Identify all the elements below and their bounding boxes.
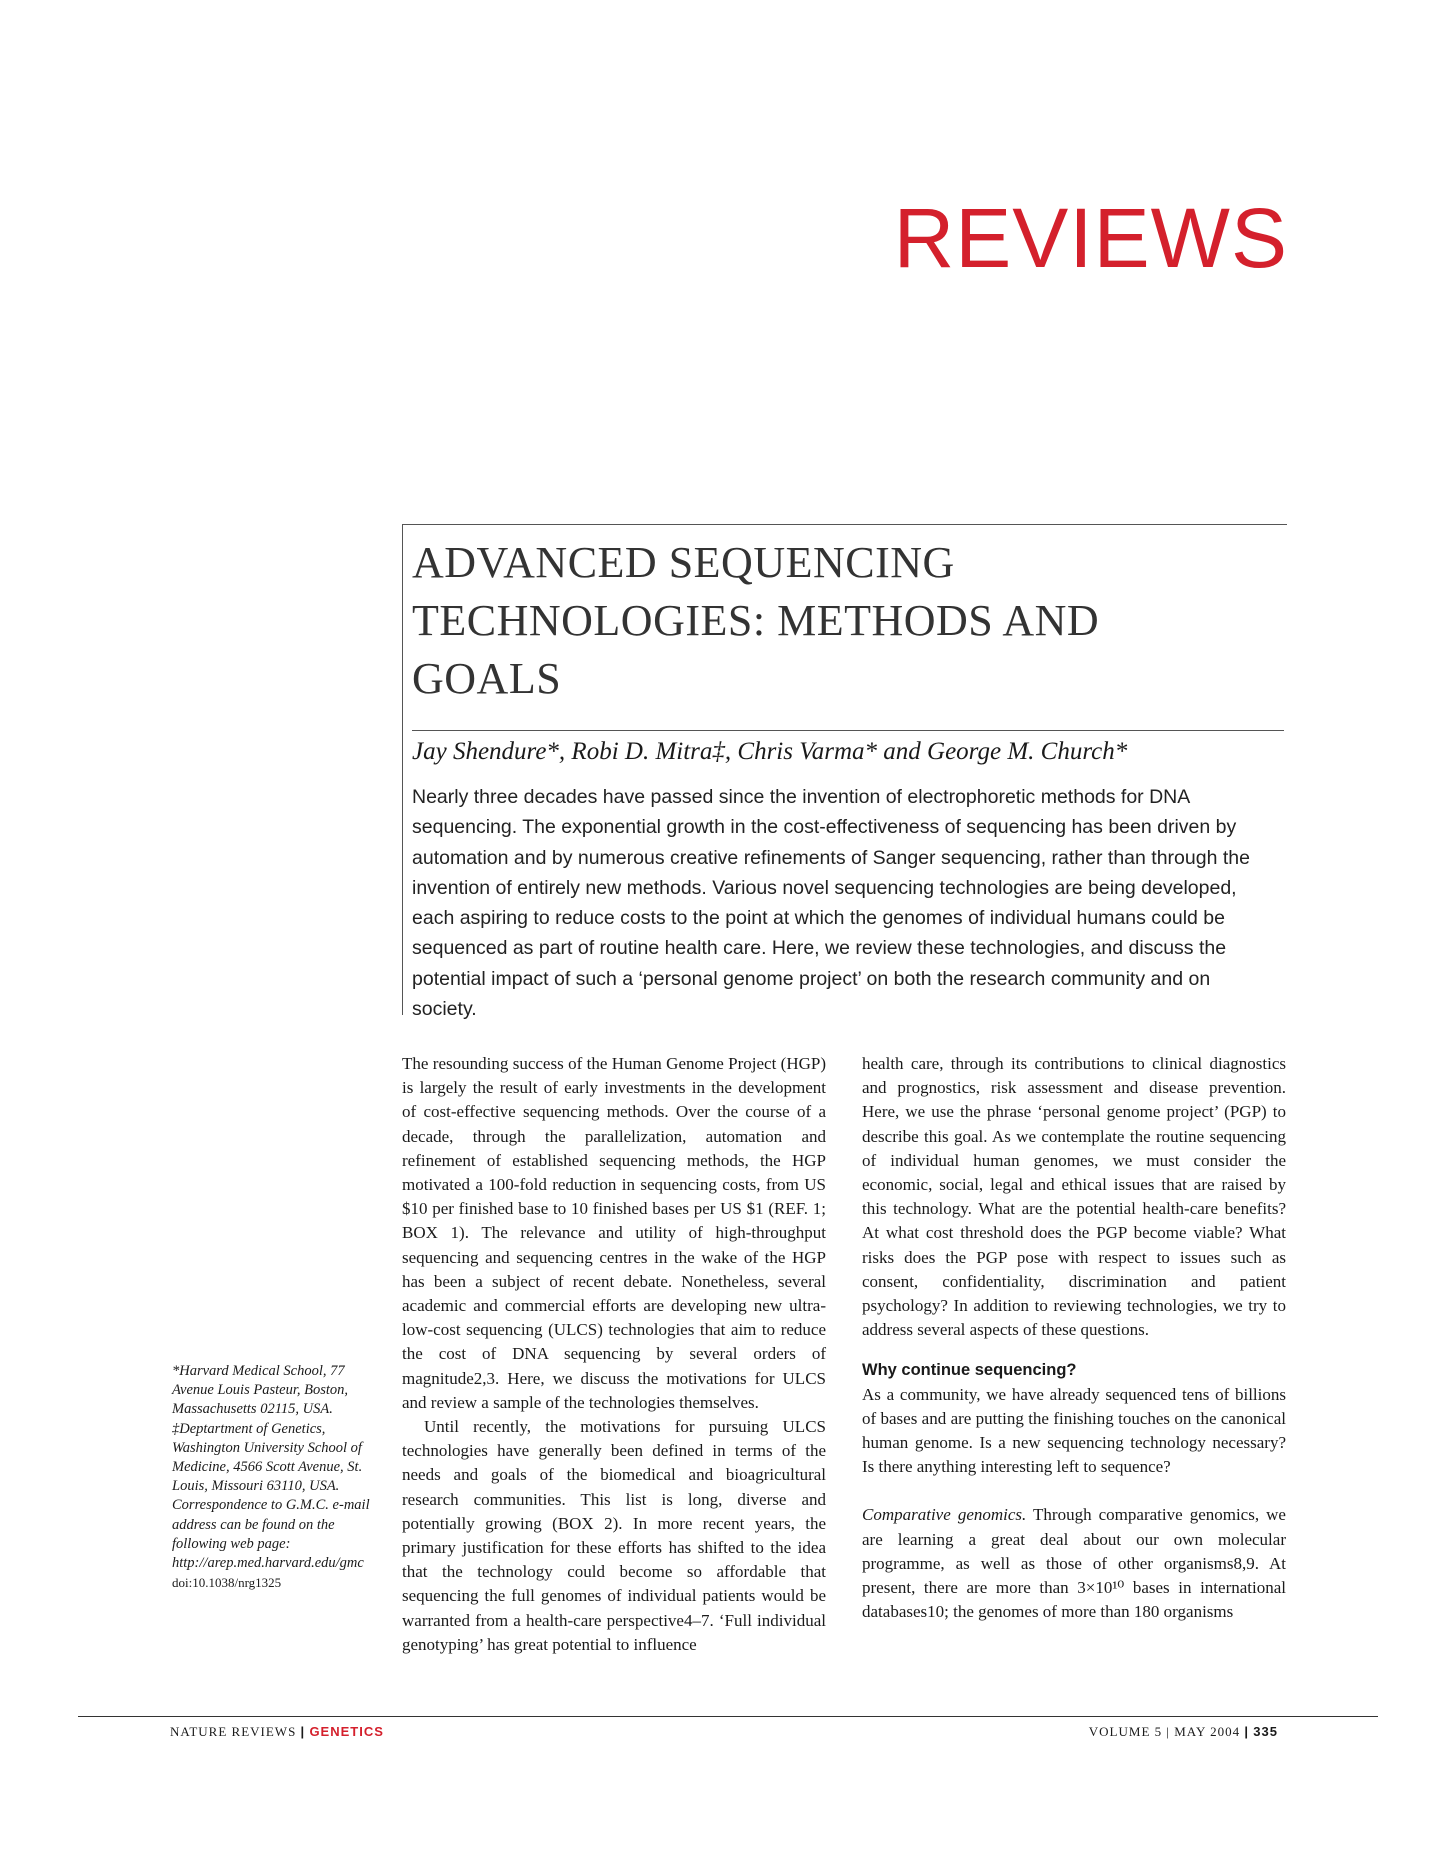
paragraph: The resounding success of the Human Genome Project (HGP) is largely the result of early investments in the development of cost-effective sequencing methods. Over the course of a decade, through the parallelization, automation and refinement of established sequencing methods, the HGP motivated a 100-fold reduction in sequencing costs, from US $10 per finished base to 10 finished bases per US $1 (REF. 1; BOX 1). The relevance and utility of high-throughput sequencing and sequencing centres in the wake of the HGP has been a subject of recent debate. Nonetheless, several academic and commercial efforts are developing new ultra-low-cost sequencing (ULCS) technologies that aim to reduce the cost of DNA sequencing by several orders of magnitude2,3. Here, we discuss the motivations for ULCS and review a sample of the technologies themselves. [402, 1054, 826, 1412]
issue-footer [1089, 1724, 1278, 1740]
doi: doi:10.1038/nrg1325 [172, 1575, 282, 1591]
paragraph: health care, through its contributions to clinical diagnostics and prognostics, risk assessment and disease prevention. Here, we use the phrase ‘personal genome project’ (PGP) to describe this goal. As we contemplate the routine sequencing of individual human genomes, we must consider the economic, social, legal and ethical issues that are raised by this technology. What are the potential health-care benefits? At what cost threshold does the PGP become viable? What risks does the PGP pose with respect to issues such as consent, confidentiality, discrimination and patient psychology? In addition to reviewing technologies, we try to address several aspects of these questions. [862, 1054, 1286, 1340]
abstract: Nearly three decades have passed since the invention of electrophoretic methods for DNA sequencing. The exponential growth in the cost-effectiveness of sequencing has been driven by automation and by numerous creative refinements of Sanger sequencing, rather than through the invention of entirely new methods. Various novel sequencing technologies are being developed, each aspiring to reduce costs to the point at which the genomes of individual humans could be sequenced as part of routine health care. Here, we review these technologies, and discuss the potential impact of such a ‘personal genome project’ on both the research community and on society. [412, 786, 1250, 1021]
journal-footer [170, 1724, 384, 1740]
body-column-2 [862, 1052, 1286, 1624]
paragraph-text: Through comparative genomics, we are learning a great deal about our own molecular programme, as well as those of other organisms8,9. At present, there are more than 3×10¹⁰ bases in international databases10; the genomes of more than 180 organisms [862, 1505, 1286, 1622]
journal-brand: GENETICS [309, 1724, 384, 1739]
paragraph: Until recently, the motivations for pursuing ULCS technologies have generally been defined in terms of the needs and goals of the biomedical and bioagricultural research communities. This list is long, diverse and potentially growing (BOX 2). In more recent years, the primary justification for these efforts has shifted to the idea that the technology could become so affordable that sequencing the full genomes of individual patients would be warranted from a health-care perspective4–7. ‘Full individual genotyping’ has great potential to influence [402, 1417, 826, 1654]
section-heading: Why continue sequencing? [862, 1361, 1077, 1380]
footer-separator: | [1244, 1724, 1250, 1739]
affiliations [172, 1362, 372, 1592]
footer-separator: | [300, 1724, 306, 1739]
issue-info: VOLUME 5 | MAY 2004 [1088, 1724, 1241, 1739]
paragraph: As a community, we have already sequenced tens of billions of bases and are putting the finishing touches on the canonical human genome. Is a new sequencing technology necessary? Is there anything interesting left to sequence? [862, 1384, 1286, 1477]
title-divider [412, 730, 1284, 731]
body-column-1 [402, 1052, 826, 1657]
page-number: 335 [1253, 1724, 1278, 1739]
affiliation-harvard: *Harvard Medical School, 77 Avenue Louis Pasteur, Boston, Massachusetts 02115, USA. [172, 1363, 349, 1418]
journal-name: NATURE REVIEWS [170, 1724, 297, 1739]
section-label: REVIEWS [893, 191, 1288, 285]
correspondence: Correspondence to G.M.C. e-mail address can be found on the following web page: http://arep.med.harvard.edu/gmc [172, 1497, 370, 1572]
paragraph [862, 1503, 1286, 1624]
author-list: Jay Shendure*, Robi D. Mitra‡, Chris Varma* and George M. Church* [412, 738, 1128, 765]
footer-divider [78, 1716, 1378, 1717]
affiliation-washu: ‡Deptartment of Genetics, Washington University School of Medicine, 4566 Scott Avenue, St. Louis, Missouri 63110, USA. [172, 1420, 363, 1495]
article-title: ADVANCED SEQUENCING TECHNOLOGIES: METHODS AND GOALS [412, 538, 1100, 703]
subsection-heading: Comparative genomics. [862, 1505, 1027, 1525]
